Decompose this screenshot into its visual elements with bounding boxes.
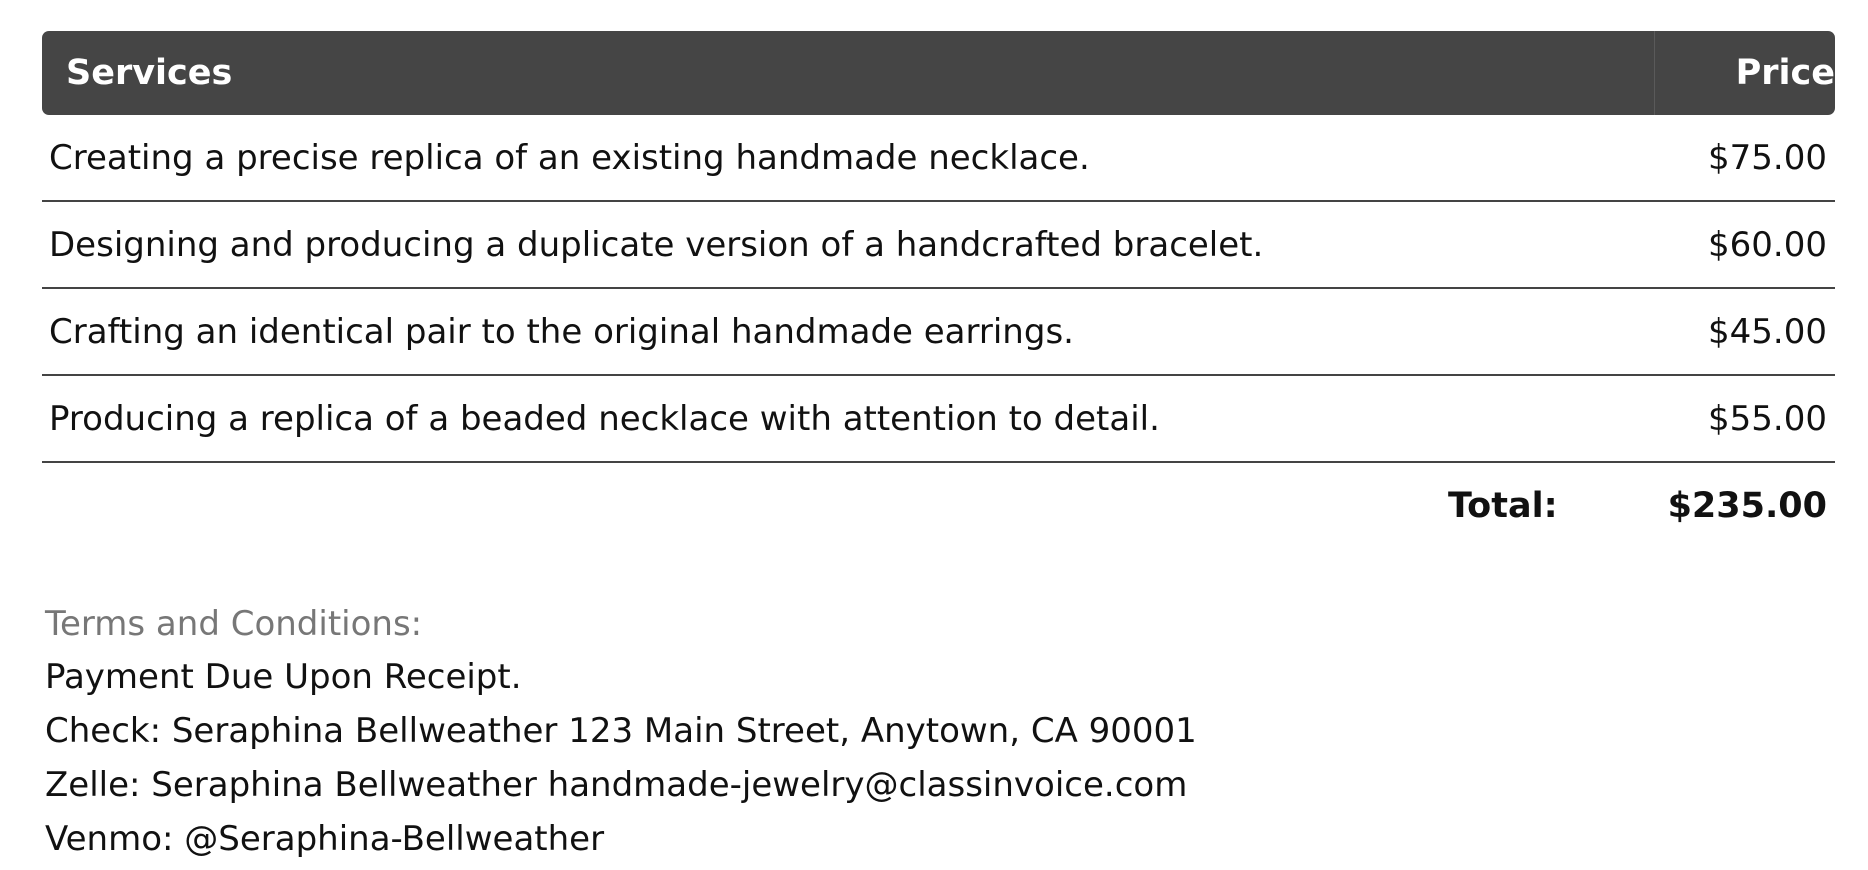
terms-title: Terms and Conditions: — [45, 604, 423, 644]
header-price-label: Price — [1735, 53, 1835, 93]
header-price — [1655, 31, 1835, 115]
row-price: $45.00 — [1708, 311, 1827, 352]
terms-check: Check: Seraphina Bellweather 123 Main Street, Anytown, CA 90001 — [45, 711, 1197, 751]
terms-venmo: Venmo: @Seraphina-Bellweather — [45, 819, 605, 859]
row-price: $60.00 — [1708, 224, 1827, 265]
terms-zelle: Zelle: Seraphina Bellweather handmade-jewelry@classinvoice.com — [45, 765, 1188, 805]
row-description: Designing and producing a duplicate version of a handcrafted bracelet. — [49, 224, 1264, 265]
table-row — [42, 376, 1835, 463]
invoice — [42, 31, 1835, 866]
total-value: $235.00 — [1667, 485, 1827, 526]
services-table — [42, 31, 1835, 548]
table-header — [42, 31, 1835, 115]
total-row — [42, 463, 1835, 548]
table-row — [42, 115, 1835, 202]
table-row — [42, 202, 1835, 289]
header-services — [42, 31, 1655, 115]
row-price: $75.00 — [1708, 137, 1827, 178]
terms-payment-due: Payment Due Upon Receipt. — [45, 657, 522, 697]
row-description: Creating a precise replica of an existing handmade necklace. — [49, 137, 1090, 178]
table-row — [42, 289, 1835, 376]
row-description: Crafting an identical pair to the original handmade earrings. — [49, 311, 1074, 352]
header-services-label: Services — [66, 53, 233, 93]
total-label: Total: — [1447, 485, 1558, 526]
row-price: $55.00 — [1708, 398, 1827, 439]
row-description: Producing a replica of a beaded necklace with attention to detail. — [49, 398, 1160, 439]
terms-section — [42, 598, 1835, 866]
